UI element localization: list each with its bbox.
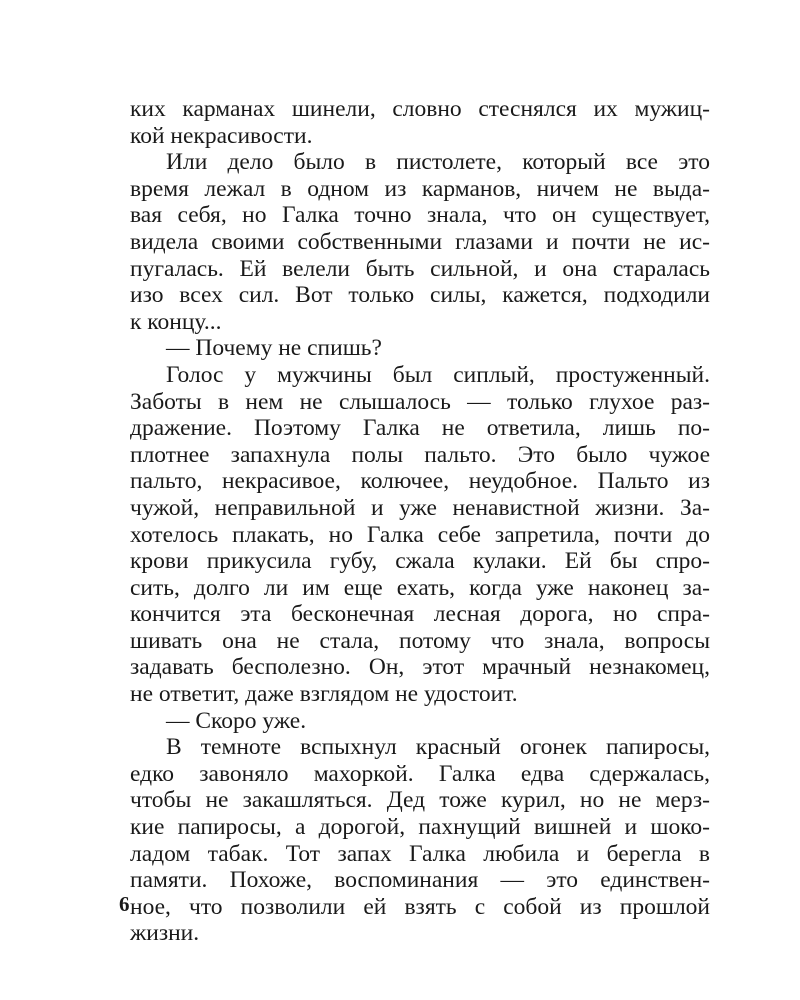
text-line: чтобы не закашляться. Дед тоже курил, но не мерз- — [130, 787, 710, 814]
text-line: не ответит, даже взглядом не удостоит. — [130, 681, 518, 708]
text-line: вая себя, но Галка точно знала, что он существует, — [130, 202, 710, 229]
page-number: 6 — [119, 892, 130, 916]
text-line: плотнее запахнула полы пальто. Это было чужое — [130, 441, 710, 468]
text-line: ное, что позволили ей взять с собой из прошлой — [130, 893, 710, 920]
text-line: чужой, неправильной и уже ненавистной жизни. За- — [130, 494, 710, 521]
text-line: Или дело было в пистолете, который все это — [166, 149, 710, 176]
text-line: Голос у мужчины был сиплый, простуженный. — [166, 361, 710, 388]
text-line: едко завоняло махоркой. Галка едва сдержалась, — [130, 760, 710, 787]
text-line: хотелось плакать, но Галка себе запретила, почти до — [130, 521, 710, 548]
text-line: сить, долго ли им еще ехать, когда уже наконец за- — [130, 574, 710, 601]
text-line: памяти. Похоже, воспоминания — это единствен- — [130, 867, 710, 894]
text-line: В темноте вспыхнул красный огонек папиросы, — [166, 734, 710, 761]
text-line: кончится эта бесконечная лесная дорога, но спра- — [130, 601, 710, 628]
text-line: Заботы в нем не слышалось — только глухое раз- — [130, 388, 710, 415]
text-line: видела своими собственными глазами и почти не ис- — [130, 228, 710, 255]
text-line: ладом табак. Тот запах Галка любила и берегла в — [130, 840, 710, 867]
text-line: изо всех сил. Вот только силы, кажется, подходили — [130, 282, 710, 309]
text-line: задавать бесполезно. Он, этот мрачный незнакомец, — [130, 654, 710, 681]
text-line: крови прикусила губу, сжала кулаки. Ей бы спро- — [130, 548, 710, 575]
text-line: дражение. Поэтому Галка не ответила, лишь по- — [130, 415, 710, 442]
text-line: шивать она не стала, потому что знала, вопросы — [130, 627, 710, 654]
body-text — [130, 96, 710, 947]
text-line: ких карманах шинели, словно стеснялся их мужиц- — [130, 96, 710, 122]
text-line: пальто, некрасивое, колючее, неудобное. Пальто из — [130, 468, 710, 495]
text-line: — Почему не спишь? — [166, 335, 382, 362]
text-line: пугалась. Ей велели быть сильной, и она старалась — [130, 255, 710, 282]
text-line: время лежал в одном из карманов, ничем не выда- — [130, 175, 710, 202]
text-line: к концу... — [130, 308, 222, 335]
text-line: — Скоро уже. — [166, 707, 307, 734]
text-line: жизни. — [130, 920, 200, 947]
text-line: кой некрасивости. — [130, 122, 313, 149]
text-line: кие папиросы, а дорогой, пахнущий вишней и шоко- — [130, 814, 710, 841]
